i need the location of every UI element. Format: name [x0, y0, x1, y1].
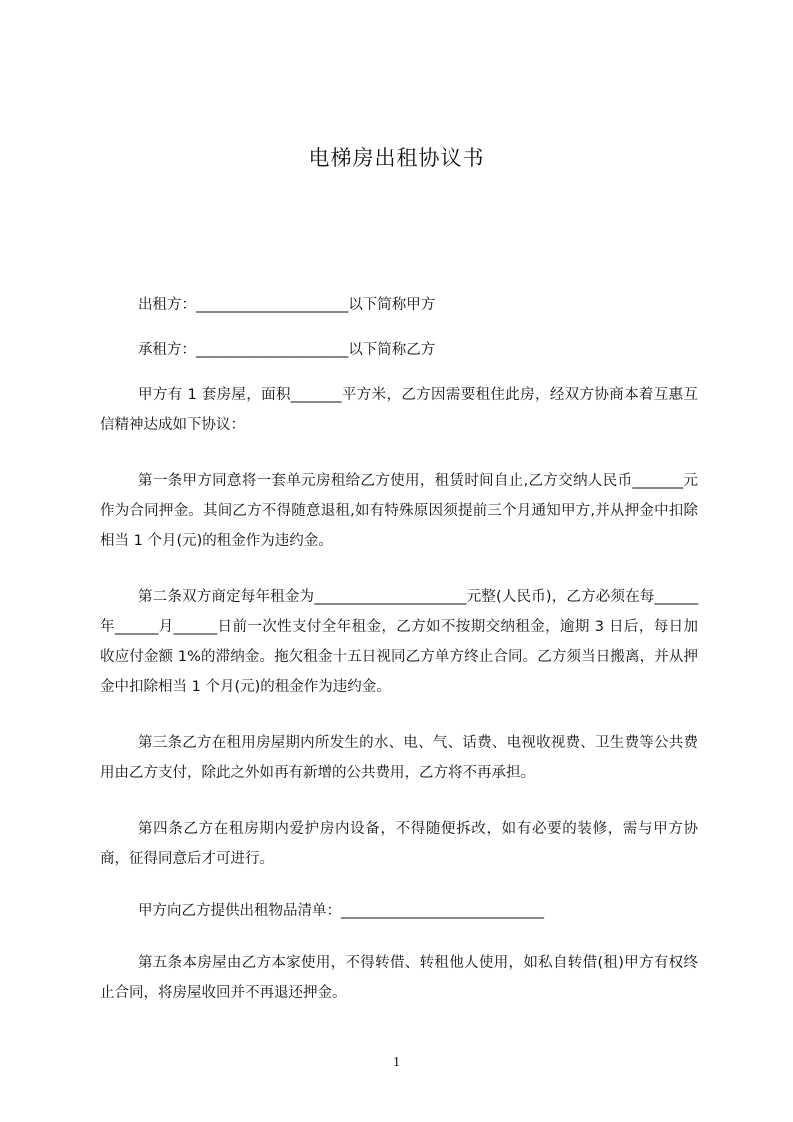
- rental-items-list-line: 甲方向乙方提供出租物品清单：____________________________: [138, 903, 544, 919]
- article-1-paragraph: 第一条甲方同意将一套单元房租给乙方使用，租赁时间自止,乙方交纳人民币_______元作为合同押金。其间乙方不得随意退租,如有特殊原因须提前三个月通知甲方,并从押金中扣除相当 1 个月(元)的租金作为违约金。: [100, 473, 698, 549]
- lessee-line: 承租方：_____________________以下简称乙方: [138, 342, 436, 358]
- document-body: [100, 290, 698, 1008]
- article-5-paragraph: 第五条本房屋由乙方本家使用，不得转借、转租他人使用，如私自转借(租)甲方有权终止合同，将房屋收回并不再退还押金。: [100, 955, 698, 1001]
- article-4-paragraph: 第四条乙方在租房期内爱护房内设备，不得随便拆改，如有必要的装修，需与甲方协商，征得同意后才可进行。: [100, 821, 698, 867]
- document-title: 电梯房出租协议书: [308, 146, 485, 170]
- article-3-paragraph: 第三条乙方在租用房屋期内所发生的水、电、气、话费、电视收视费、卫生费等公共费用由乙方支付，除此之外如再有新增的公共费用，乙方将不再承担。: [100, 735, 698, 781]
- lessor-line: 出租方：_____________________以下简称甲方: [138, 297, 436, 313]
- page-number: 1: [393, 1055, 400, 1070]
- article-2-paragraph: 第二条双方商定每年租金为_____________________元整(人民币)，乙方必须在每______年______月______日前一次性支付全年租金，乙方如不按期交纳租金，逾期 3 日后，每日加收应付金额 1%的滞纳金。拖欠租金十五日视同乙方单方终止合同。乙方须当日搬离，并从押金中扣除相当 1 个月(元)的租金作为违约金。: [100, 589, 698, 695]
- preamble-paragraph: 甲方有 1 套房屋，面积_______平方米，乙方因需要租住此房，经双方协商本着互惠互信精神达成如下协议：: [100, 387, 698, 433]
